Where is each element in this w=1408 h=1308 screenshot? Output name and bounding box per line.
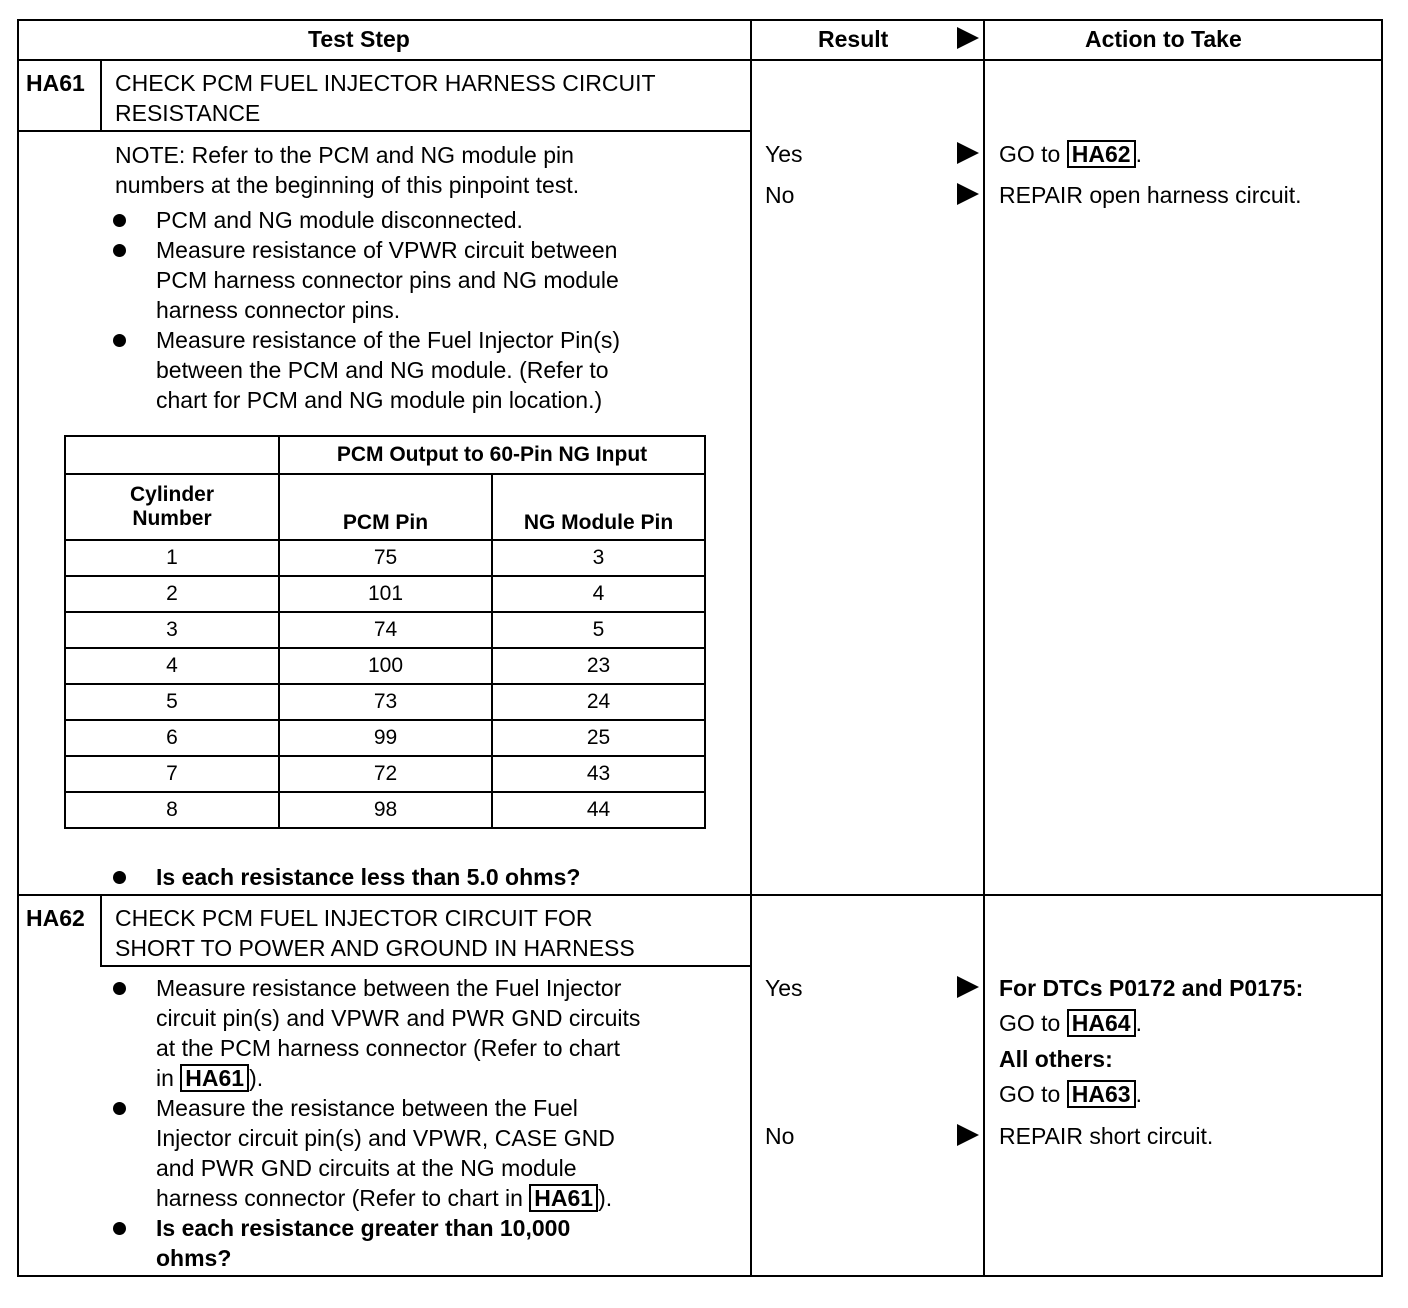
- arrow-icon: [957, 183, 979, 205]
- col-header-cylinder: [65, 474, 279, 540]
- header-action: Action to Take: [1085, 26, 1242, 52]
- column-divider: [983, 19, 985, 1277]
- instruction-text: ).: [249, 1065, 264, 1091]
- col-header-pcm-pin: PCM Pin: [279, 474, 492, 540]
- step-link[interactable]: HA63: [1067, 1080, 1136, 1108]
- table-row: [65, 684, 705, 720]
- bullet-icon: [113, 334, 126, 347]
- cell: 3: [65, 612, 279, 648]
- instruction-text: in: [156, 1065, 174, 1091]
- column-divider: [750, 19, 752, 1277]
- table-row: [65, 576, 705, 612]
- header-rule: [17, 59, 1383, 61]
- bullet-icon: [113, 1222, 126, 1235]
- step-link[interactable]: HA64: [1067, 1009, 1136, 1037]
- step-instruction: PCM harness connector pins and NG module: [156, 267, 619, 293]
- table-row: [65, 792, 705, 828]
- action-text: REPAIR short circuit.: [999, 1123, 1214, 1149]
- step-link[interactable]: HA61: [180, 1064, 249, 1092]
- action-text: .: [1135, 1081, 1142, 1107]
- step-instruction: harness connector pins.: [156, 297, 401, 323]
- result-yes: Yes: [765, 141, 803, 167]
- action-text: .: [1135, 1010, 1142, 1036]
- instruction-text: harness connector (Refer to chart in: [156, 1185, 523, 1211]
- result-no: No: [765, 182, 795, 208]
- step-instruction: PCM and NG module disconnected.: [156, 207, 523, 233]
- step-note: NOTE: Refer to the PCM and NG module pin: [115, 142, 574, 168]
- cell: 24: [492, 684, 705, 720]
- cell: 4: [65, 648, 279, 684]
- cell: 72: [279, 756, 492, 792]
- cell: 75: [279, 540, 492, 576]
- cell: 8: [65, 792, 279, 828]
- step-link[interactable]: HA61: [529, 1184, 598, 1212]
- cell: 5: [492, 612, 705, 648]
- step-instruction: at the PCM harness connector (Refer to chart: [156, 1035, 621, 1061]
- step-instruction: Measure resistance of the Fuel Injector Pin(s): [156, 327, 621, 353]
- step-title: CHECK PCM FUEL INJECTOR CIRCUIT FOR: [115, 905, 593, 931]
- step-link[interactable]: HA62: [1067, 140, 1136, 168]
- bullet-icon: [113, 214, 126, 227]
- action-goto: [999, 139, 1142, 169]
- col-header-ng-pin: NG Module Pin: [492, 474, 705, 540]
- cell: 99: [279, 720, 492, 756]
- cell: 98: [279, 792, 492, 828]
- cell: 3: [492, 540, 705, 576]
- step-title: CHECK PCM FUEL INJECTOR HARNESS CIRCUIT: [115, 70, 656, 96]
- cell: 1: [65, 540, 279, 576]
- cell: 74: [279, 612, 492, 648]
- header-test-step: Test Step: [308, 26, 410, 52]
- step-instruction: chart for PCM and NG module pin location.): [156, 387, 603, 413]
- pin-chart-group-header: PCM Output to 60-Pin NG Input: [279, 436, 705, 474]
- step-title: SHORT TO POWER AND GROUND IN HARNESS: [115, 935, 635, 961]
- cell: 7: [65, 756, 279, 792]
- table-row: [65, 648, 705, 684]
- action-goto: [999, 1079, 1142, 1109]
- bullet-icon: [113, 1102, 126, 1115]
- bullet-icon: [113, 244, 126, 257]
- result-no: No: [765, 1123, 795, 1149]
- bullet-icon: [113, 982, 126, 995]
- step-question: ohms?: [156, 1245, 232, 1271]
- cell: 4: [492, 576, 705, 612]
- action-text: GO to: [999, 1010, 1067, 1036]
- table-row: [65, 720, 705, 756]
- table-row: [65, 612, 705, 648]
- cell: 5: [65, 684, 279, 720]
- step-instruction: between the PCM and NG module. (Refer to: [156, 357, 609, 383]
- step-title-rule: [17, 130, 752, 132]
- step-instruction: [156, 1063, 263, 1093]
- arrow-icon: [957, 1124, 979, 1146]
- arrow-icon: [957, 142, 979, 164]
- pin-chart-corner: [65, 436, 279, 474]
- col-header-text: Number: [132, 507, 212, 530]
- cell: 25: [492, 720, 705, 756]
- arrow-icon: [957, 976, 979, 998]
- cell: 6: [65, 720, 279, 756]
- step-id: HA62: [26, 905, 85, 931]
- step-question: Is each resistance less than 5.0 ohms?: [156, 864, 581, 890]
- col-header-text: Cylinder: [129, 483, 215, 506]
- step-title-rule: [100, 965, 752, 967]
- step-instruction: Injector circuit pin(s) and VPWR, CASE GND: [156, 1125, 615, 1151]
- instruction-text: ).: [598, 1185, 613, 1211]
- step-instruction: [156, 1183, 612, 1213]
- arrow-icon: [957, 27, 979, 49]
- pin-chart: [64, 435, 706, 829]
- step-note: numbers at the beginning of this pinpoint test.: [115, 172, 580, 198]
- cell: 73: [279, 684, 492, 720]
- step-instruction: circuit pin(s) and VPWR and PWR GND circuits: [156, 1005, 641, 1031]
- action-text: GO to: [999, 1081, 1067, 1107]
- step-instruction: Measure resistance of VPWR circuit between: [156, 237, 618, 263]
- step-divider: [17, 894, 1383, 896]
- cell: 23: [492, 648, 705, 684]
- cell: 43: [492, 756, 705, 792]
- action-text: REPAIR open harness circuit.: [999, 182, 1302, 208]
- action-others-heading: All others:: [999, 1046, 1113, 1072]
- bullet-icon: [113, 871, 126, 884]
- cell: 2: [65, 576, 279, 612]
- step-instruction: Measure resistance between the Fuel Injector: [156, 975, 622, 1001]
- step-id-divider: [100, 59, 102, 132]
- action-dtc-heading: For DTCs P0172 and P0175:: [999, 975, 1304, 1001]
- table-row: [65, 756, 705, 792]
- step-title: RESISTANCE: [115, 100, 261, 126]
- step-instruction: and PWR GND circuits at the NG module: [156, 1155, 577, 1181]
- cell: 100: [279, 648, 492, 684]
- header-result: Result: [818, 26, 889, 52]
- table-row: [65, 540, 705, 576]
- step-instruction: Measure the resistance between the Fuel: [156, 1095, 578, 1121]
- cell: 101: [279, 576, 492, 612]
- step-id-divider: [100, 894, 102, 967]
- step-id: HA61: [26, 70, 85, 96]
- action-text: .: [1135, 141, 1142, 167]
- action-text: GO to: [999, 141, 1067, 167]
- action-goto: [999, 1008, 1142, 1038]
- step-question: Is each resistance greater than 10,000: [156, 1215, 571, 1241]
- cell: 44: [492, 792, 705, 828]
- result-yes: Yes: [765, 975, 803, 1001]
